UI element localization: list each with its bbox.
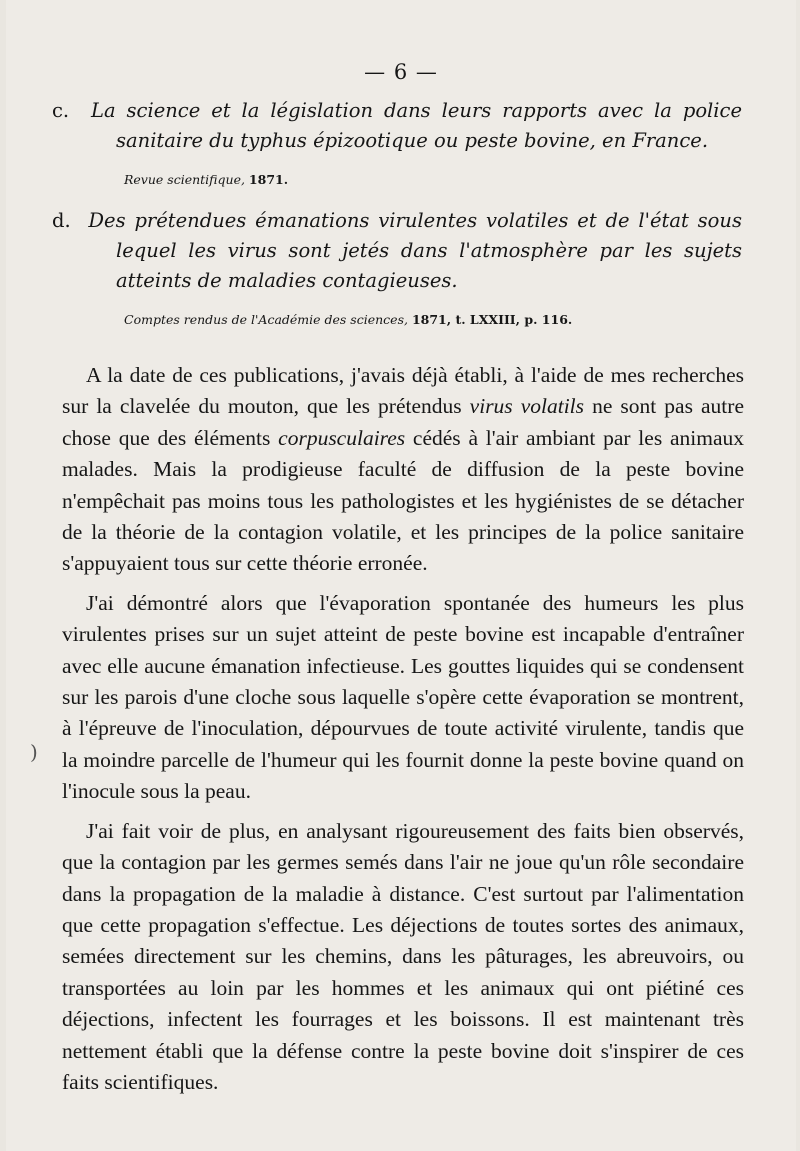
entry-title [52, 96, 742, 156]
document-page [6, 0, 796, 1151]
entry-source [124, 172, 742, 187]
entry-letter: c. [52, 99, 70, 122]
paragraph [62, 360, 744, 580]
source-reference: 1871, t. LXXIII, p. 116. [411, 312, 573, 327]
entry-letter: d. [52, 209, 71, 232]
entry-source [124, 312, 742, 327]
entry-title-text: La science et la législation dans leurs rapports avec la police sanitaire du typhus épizootique ou peste bovine, en France. [91, 99, 742, 152]
source-journal: Comptes rendus de l'Académie des sciences, [124, 312, 408, 327]
entry-title [52, 206, 742, 296]
page-number: — 6 — [364, 60, 438, 84]
source-reference: 1871. [248, 172, 289, 187]
emphasis-text: corpusculaires [278, 425, 406, 450]
source-journal: Revue scientifique, [124, 172, 245, 187]
paragraph-text: ne sont pas autre chose que des éléments [62, 394, 744, 450]
paragraph-text: cédés à l'air ambiant par les animaux malades. Mais la prodigieuse faculté de diffusion de la peste bovine n'empêchait pas moins tous les pathologistes et les hygiénistes de se détacher de la théorie de la contagion volatile, et les principes de la police sanitaire s'appuyaient tous sur cette théorie erronée. [62, 425, 744, 576]
bibliography-entry-c [52, 96, 742, 187]
paragraph: J'ai fait voir de plus, en analysant rigoureusement des faits bien observés, que la contagion par les germes semés dans l'air ne joue qu'un rôle secondaire dans la propagation de la maladie à distance. C'est surtout par l'alimentation que cette propagation s'effectue. Les déjections de toutes sortes des animaux, semées directement sur les chemins, dans les pâturages, les abreuvoirs, ou transportées au loin par les hommes et les animaux qui ont piétiné ces déjections, infectent les fourrages et les boissons. Il est maintenant très nettement établi que la défense contre la peste bovine doit s'inspirer de ces faits scientifiques. [62, 818, 744, 1094]
emphasis-text: virus volatils [469, 394, 585, 419]
bibliography-entry-d [52, 206, 742, 327]
margin-mark: ) [30, 740, 38, 764]
body-text [62, 360, 744, 1106]
paragraph: J'ai démontré alors que l'évaporation spontanée des humeurs les plus virulentes prises sur un sujet atteint de peste bovine est incapable d'entraîner avec elle aucune émanation infectieuse. Les gouttes liquides qui se condensent sur les parois d'une cloche sous laquelle s'opère cette évaporation se montrent, à l'épreuve de l'inoculation, dépourvues de toute activité virulente, tandis que la moindre parcelle de l'humeur qui les fournit donne la peste bovine quand on l'inocule sous la peau. [62, 590, 744, 804]
entry-title-text: Des prétendues émanations virulentes volatiles et de l'état sous lequel les virus sont jetés dans l'atmosphère par les sujets atteints de maladies contagieuses. [88, 209, 742, 292]
paragraph-text: A la date de ces publications, j'avais déjà établi, à l'aide de mes recherches sur la clavelée du mouton, que les prétendus [62, 363, 744, 419]
